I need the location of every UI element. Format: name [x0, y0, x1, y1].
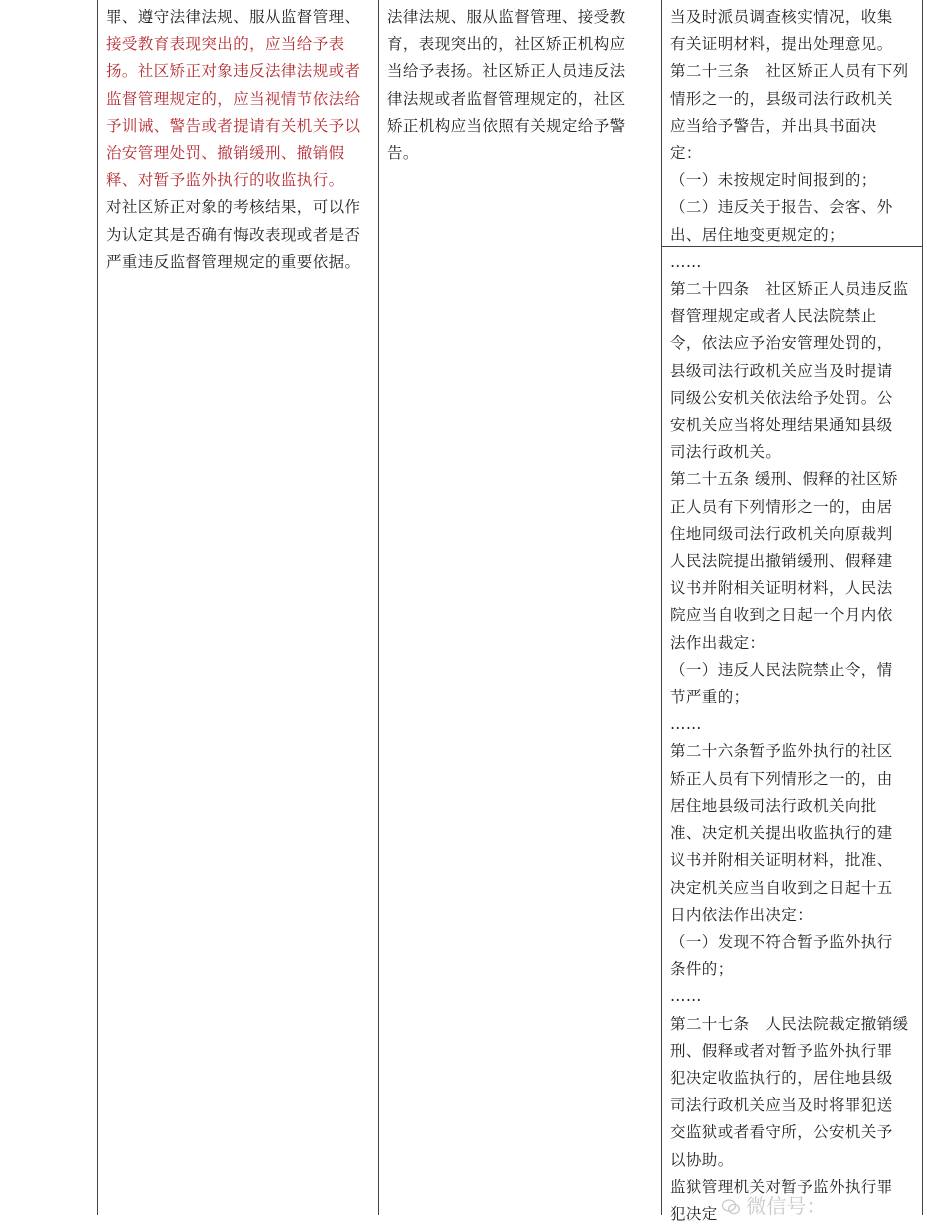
text-line: 律法规或者监督管理规定的，社区: [387, 89, 626, 108]
text-line: 应当给予警告，并出具书面决: [670, 116, 877, 135]
text-line: 情形之一的，县级司法行政机关: [670, 89, 893, 108]
column-divider-2: [661, 0, 662, 1215]
text-line: 准、决定机关提出收监执行的建: [670, 824, 893, 843]
text-line: 议书并附相关证明材料，人民法: [670, 579, 893, 598]
text-line: 司法行政机关。: [670, 443, 782, 462]
text-line: ……: [670, 987, 702, 1006]
text-line: 犯决定收监执行的，居住地县级: [670, 1068, 893, 1087]
text-line: 交监狱或者看守所，公安机关予: [670, 1123, 893, 1142]
text-line: 县级司法行政机关应当及时提请: [670, 361, 893, 380]
text-line: 居住地县级司法行政机关向批: [670, 796, 877, 815]
text-line: 对社区矫正对象的考核结果，可以作: [106, 198, 361, 217]
text-line: （一）违反人民法院禁止令，情: [670, 660, 893, 679]
text-line: 释、对暂予监外执行的收监执行。: [106, 171, 345, 190]
text-line: 议书并附相关证明材料，批准、: [670, 851, 893, 870]
text-line: 予训诫、警告或者提请有关机关予以: [106, 116, 361, 135]
table-border-left: [97, 0, 98, 1215]
text-line: 定：: [670, 144, 702, 163]
text-line: 法律法规、服从监督管理、接受教: [387, 8, 626, 26]
text-line: 第二十六条暂予监外执行的社区: [670, 742, 893, 761]
text-line: （二）违反关于报告、会客、外: [670, 198, 893, 217]
text-line: 接受教育表现突出的，应当给予表: [106, 35, 345, 54]
text-line: ……: [670, 252, 702, 271]
text-line: 刑、假释或者对暂予监外执行罪: [670, 1041, 893, 1060]
column-1-cell: [106, 4, 372, 276]
text-line: ……: [670, 715, 702, 734]
text-line: 住地同级司法行政机关向原裁判: [670, 524, 893, 543]
text-line: 有关证明材料，提出处理意见。: [670, 35, 893, 54]
text-line: 告。: [387, 144, 419, 163]
text-line: 正人员有下列情形之一的，由居: [670, 497, 893, 516]
text-line: 日内依法作出决定：: [670, 905, 814, 924]
text-line: 条件的；: [670, 960, 734, 979]
text-line: 罪、遵守法律法规、服从监督管理、: [106, 8, 361, 26]
text-line: 当及时派员调查核实情况，收集: [670, 8, 893, 26]
text-line: 节严重的；: [670, 688, 750, 707]
text-line: 法作出裁定：: [670, 633, 766, 652]
text-line: 为认定其是否确有悔改表现或者是否: [106, 225, 361, 244]
watermark-text: 微信号：: [746, 1194, 827, 1218]
text-line: 司法行政机关应当及时将罪犯送: [670, 1096, 893, 1115]
text-line: 第二十七条 人民法院裁定撤销缓: [670, 1014, 909, 1033]
text-line: 严重违反监督管理规定的重要依据。: [106, 252, 361, 271]
text-line: 监督管理规定的，应当视情节依法给: [106, 89, 361, 108]
text-line: 第二十五条 缓刑、假释的社区矫: [670, 470, 898, 489]
text-line: 扬。社区矫正对象违反法律法规或者: [106, 62, 361, 81]
text-line: 人民法院提出撤销缓刑、假释建: [670, 552, 893, 571]
column-divider-1: [378, 0, 379, 1215]
text-line: 矫正机构应当依照有关规定给予警: [387, 116, 626, 135]
text-line: 犯决定: [670, 1204, 718, 1223]
column-2-cell: [387, 4, 655, 167]
text-line: 院应当自收到之日起一个月内依: [670, 606, 893, 625]
text-line: 同级公安机关依法给予处罚。公: [670, 388, 893, 407]
text-line: 以协助。: [670, 1150, 734, 1169]
text-line: 育，表现突出的，社区矫正机构应: [387, 35, 626, 54]
table-border-right: [922, 0, 923, 1215]
wechat-icon: [722, 1199, 740, 1215]
text-line: 令，依法应予治安管理处罚的，: [670, 334, 893, 353]
text-line: 治安管理处罚、撤销缓刑、撤销假: [106, 144, 345, 163]
text-line: 监狱管理机关对暂予监外执行罪: [670, 1177, 893, 1196]
column-3-cell: [670, 4, 918, 1228]
text-line: （一）发现不符合暂予监外执行: [670, 932, 893, 951]
text-line: 决定机关应当自收到之日起十五: [670, 878, 893, 897]
text-line: 安机关应当将处理结果通知县级: [670, 416, 893, 435]
text-line: 第二十四条 社区矫正人员违反监: [670, 280, 909, 299]
text-line: （一）未按规定时间报到的；: [670, 171, 877, 190]
text-line: 矫正人员有下列情形之一的，由: [670, 769, 893, 788]
text-line: 第二十三条 社区矫正人员有下列: [670, 62, 909, 81]
text-line: 当给予表扬。社区矫正人员违反法: [387, 62, 626, 81]
text-line: 督管理规定或者人民法院禁止: [670, 307, 877, 326]
text-line: 出、居住地变更规定的；: [670, 225, 845, 244]
